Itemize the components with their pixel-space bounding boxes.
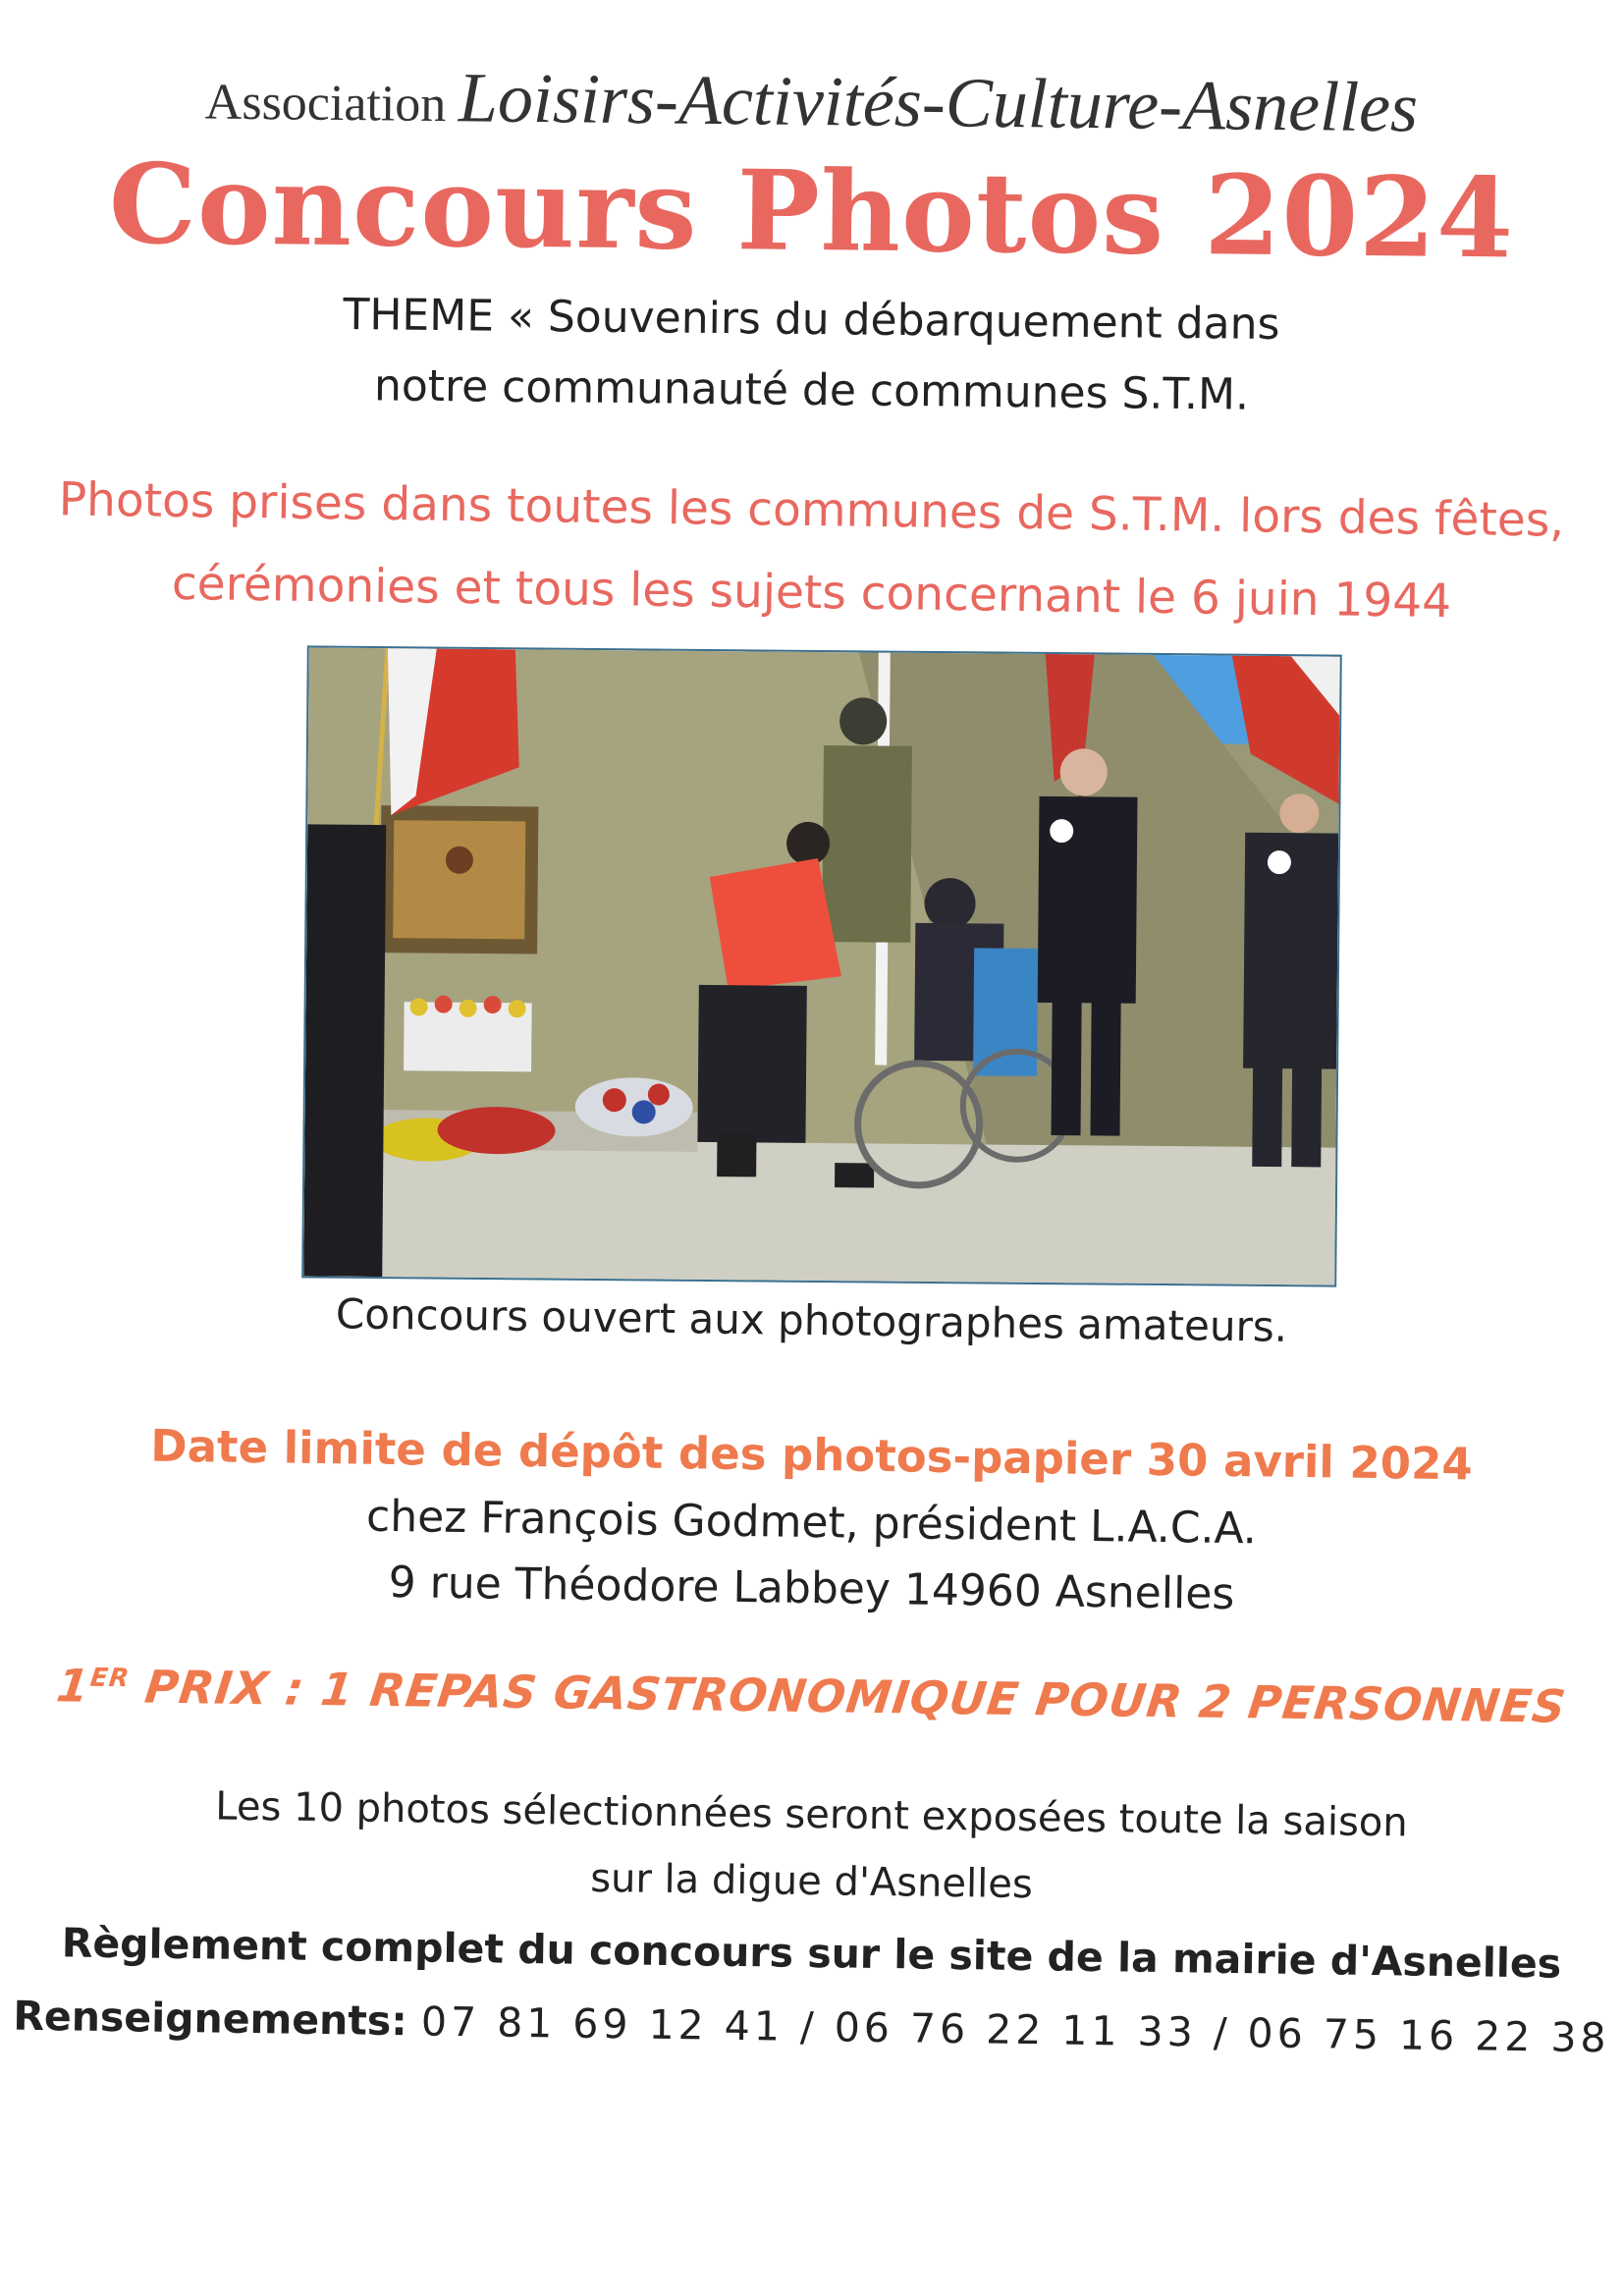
- association-line: [0, 52, 1623, 150]
- ceremony-photo: [301, 645, 1342, 1286]
- deadline-text: Date limite de dépôt des photos-papier 30 avril 2024: [149, 1419, 1474, 1491]
- selection-line-1: Les 10 photos sélectionnées seront exposées toute la saison: [214, 1783, 1408, 1846]
- address-line-1: chez François Godmet, président L.A.C.A.: [365, 1491, 1258, 1555]
- page-title: Concours Photos 2024: [108, 139, 1515, 284]
- theme-line-1: THEME « Souvenirs du débarquement dans: [343, 290, 1280, 350]
- prize-rank-superscript: ER: [88, 1663, 132, 1694]
- contact-info: [0, 1992, 1623, 2061]
- address-line-2: 9 rue Théodore Labbey 14960 Asnelles: [388, 1557, 1235, 1620]
- rules-text: Règlement complet du concours sur le site de la mairie d'Asnelles: [61, 1919, 1562, 1988]
- theme-line-2: notre communauté de communes S.T.M.: [373, 360, 1250, 420]
- selection-line-2: sur la digue d'Asnelles: [589, 1855, 1034, 1908]
- prize-rank: 1: [53, 1659, 93, 1713]
- first-prize-text: [0, 1659, 1623, 1734]
- description-line-1: Photos prises dans toutes les communes de S.T.M. lors des fêtes,: [58, 472, 1565, 548]
- association-name: Loisirs-Activités-Culture-Asnelles: [458, 58, 1419, 147]
- association-word: Association: [204, 74, 447, 134]
- prize-description: PRIX : 1 REPAS GASTRONOMIQUE POUR 2 PERSONNES: [125, 1660, 1570, 1733]
- description-line-2: cérémonies et tous les sujets concernant le 6 juin 1944: [171, 556, 1452, 629]
- contact-label: Renseignements:: [13, 1992, 408, 2046]
- ceremony-photo-illustration: [303, 647, 1340, 1285]
- contact-phone-numbers: 07 81 69 12 41 / 06 76 22 11 33 / 06 75 16 22 38: [420, 1997, 1610, 2062]
- open-to-amateurs-text: Concours ouvert aux photographes amateurs.: [335, 1289, 1288, 1351]
